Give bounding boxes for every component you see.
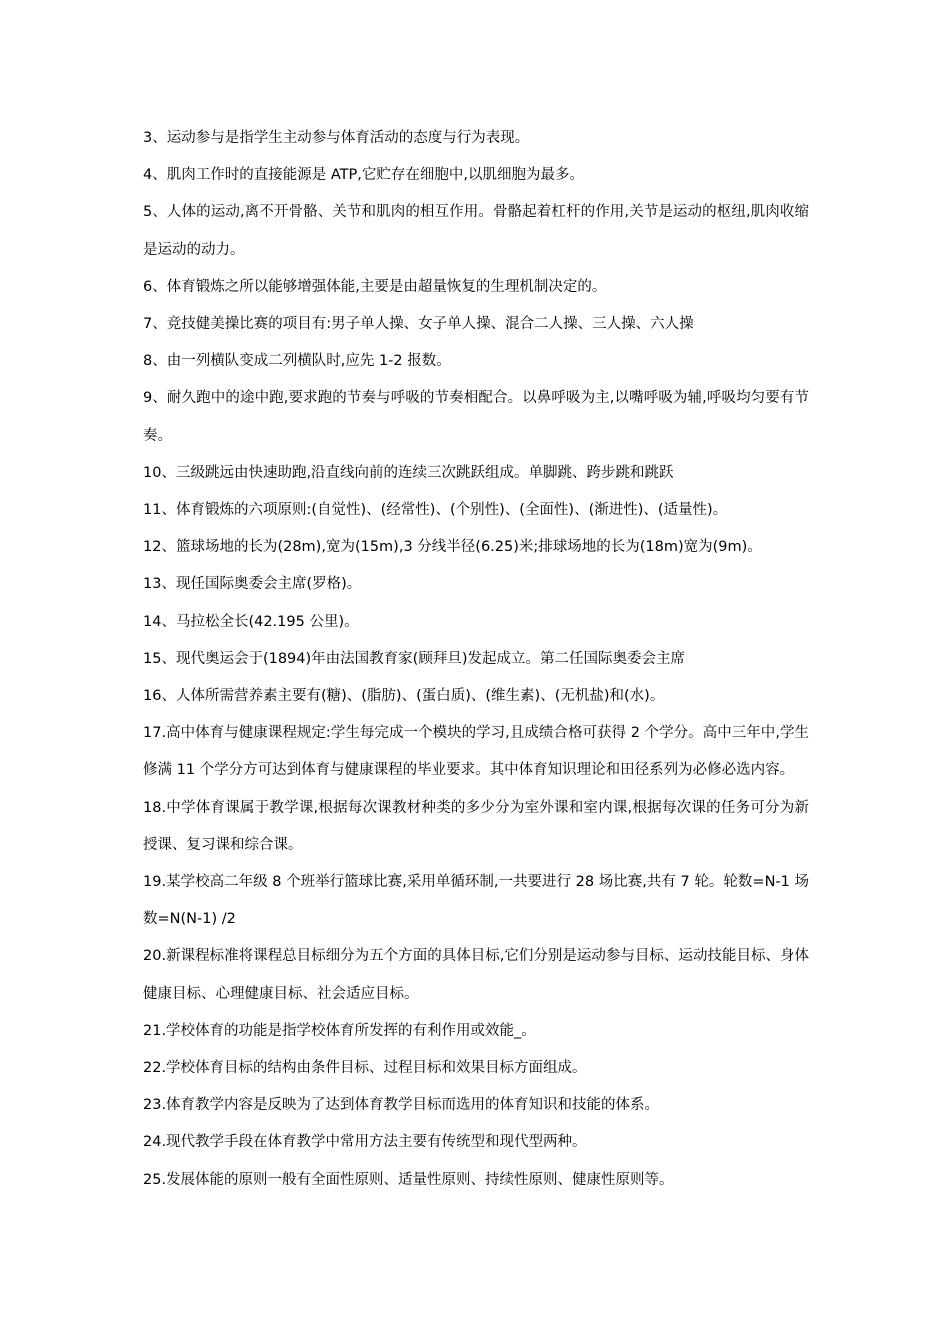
paragraph-item-19: 19.某学校高二年级 8 个班举行篮球比赛,采用单循环制,一共要进行 28 场比赛,共有 7 轮。轮数=N-1 场数=N(N-1) /2: [143, 874, 809, 928]
paragraph-item-21: 21.学校体育的功能是指学校体育所发挥的有利作用或效能_。: [143, 1022, 536, 1039]
paragraph-item-11: 11、体育锻炼的六项原则:(自觉性)、(经常性)、(个别性)、(全面性)、(渐进性)、(适量性)。: [143, 502, 728, 519]
paragraph-item-10: 10、三级跳远由快速助跑,沿直线向前的连续三次跳跃组成。单脚跳、跨步跳和跳跃: [143, 464, 674, 481]
paragraph-item-5: 5、人体的运动,离不开骨骼、关节和肌肉的相互作用。骨骼起着杠杆的作用,关节是运动的枢纽,肌肉收缩是运动的动力。: [143, 204, 809, 258]
paragraph-item-4: 4、肌肉工作时的直接能源是 ATP,它贮存在细胞中,以肌细胞为最多。: [143, 167, 584, 184]
paragraph-item-18: 18.中学体育课属于教学课,根据每次课教材种类的多少分为室外课和室内课,根据每次课的任务可分为新授课、复习课和综合课。: [143, 799, 809, 853]
paragraph-item-24: 24.现代教学手段在体育教学中常用方法主要有传统型和现代型两种。: [143, 1134, 587, 1151]
document-body: [143, 120, 809, 1199]
paragraph-item-17: 17.高中体育与健康课程规定:学生每完成一个模块的学习,且成绩合格可获得 2 个学分。高中三年中,学生修满 11 个学分方可达到体育与健康课程的毕业要求。其中体育知识理论和田径系列为必修必选内容。: [143, 725, 809, 779]
paragraph-item-7: 7、竞技健美操比赛的项目有:男子单人操、女子单人操、混合二人操、三人操、六人操: [143, 316, 694, 333]
paragraph-item-23: 23.体育教学内容是反映为了达到体育教学目标而选用的体育知识和技能的体系。: [143, 1097, 660, 1114]
paragraph-item-20: 20.新课程标准将课程总目标细分为五个方面的具体目标,它们分别是运动参与目标、运动技能目标、身体健康目标、心理健康目标、社会适应目标。: [143, 948, 809, 1002]
paragraph-item-22: 22.学校体育目标的结构由条件目标、过程目标和效果目标方面组成。: [143, 1060, 587, 1077]
paragraph-item-12: 12、篮球场地的长为(28m),宽为(15m),3 分线半径(6.25)米;排球场地的长为(18m)宽为(9m)。: [143, 539, 762, 556]
paragraph-item-13: 13、现任国际奥委会主席(罗格)。: [143, 576, 362, 593]
paragraph-item-8: 8、由一列横队变成二列横队时,应先 1-2 报数。: [143, 353, 451, 370]
paragraph-item-3: 3、运动参与是指学生主动参与体育活动的态度与行为表现。: [143, 130, 530, 146]
paragraph-item-25: 25.发展体能的原则一般有全面性原则、适量性原则、持续性原则、健康性原则等。: [143, 1171, 674, 1188]
paragraph-item-16: 16、人体所需营养素主要有(糖)、(脂肪)、(蛋白质)、(维生素)、(无机盐)和(水)。: [143, 688, 665, 705]
paragraph-item-6: 6、体育锻炼之所以能够增强体能,主要是由超量恢复的生理机制决定的。: [143, 278, 607, 295]
paragraph-item-9: 9、耐久跑中的途中跑,要求跑的节奏与呼吸的节奏相配合。以鼻呼吸为主,以嘴呼吸为辅,呼吸均匀要有节奏。: [143, 390, 809, 444]
paragraph-item-14: 14、马拉松全长(42.195 公里)。: [143, 613, 359, 630]
paragraph-item-15: 15、现代奥运会于(1894)年由法国教育家(顾拜旦)发起成立。第二任国际奥委会主席: [143, 650, 685, 667]
